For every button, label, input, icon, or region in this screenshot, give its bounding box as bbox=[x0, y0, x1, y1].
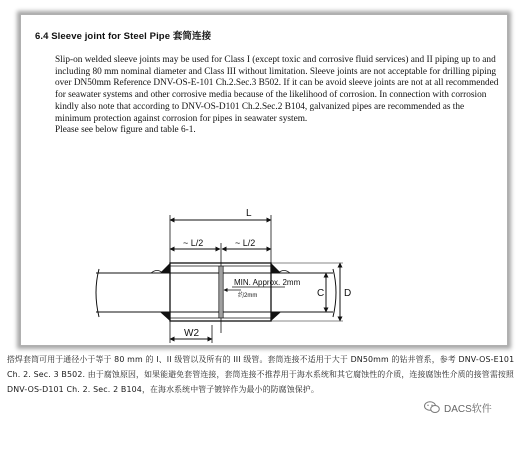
translation-paragraph: 搭焊套筒可用于通径小于等于 80 mm 的 I、II 级管以及所有的 III 级管。套筒连接不适用于大于 DN50mm 的钻井管系，参考 DNV-OS-E101 Ch. 2. Sec. 3 B502. 由于腐蚀原因，如果能避免套管连接，套筒连接不推荐用于海水系统和其它腐蚀性的介质，连接腐蚀性介质的接管需按照 DNV-OS-D101 Ch. 2. Sec. 2 B104，在海水系统中管子镀锌作为最小的防腐蚀保护。 bbox=[7, 355, 515, 395]
figure-note: Please see below figure and table 6-1. bbox=[55, 125, 196, 136]
sleeve-joint-figure bbox=[91, 165, 437, 345]
sleeve-joint-drawing bbox=[91, 165, 437, 345]
clearance-label: MIN. Approx. 2mm bbox=[234, 278, 301, 287]
center-mark-label: 约2mm bbox=[238, 293, 258, 299]
dim-l-label: L bbox=[246, 208, 252, 219]
section-heading: 6.4 Sleeve joint for Steel Pipe 套筒连接 bbox=[35, 31, 212, 42]
weld-bottom-right bbox=[271, 312, 281, 321]
dim-c-label: C bbox=[317, 288, 325, 299]
dim-w2-label: W2 bbox=[184, 328, 199, 339]
body-text bbox=[55, 55, 501, 137]
dim-half-left-label: ~ L/2 bbox=[183, 238, 204, 248]
chinese-translation bbox=[7, 352, 515, 398]
dim-half-right-label: ~ L/2 bbox=[235, 238, 256, 248]
watermark-label: DACS软件 bbox=[444, 404, 492, 415]
watermark bbox=[424, 400, 492, 415]
body-paragraph: Slip-on welded sleeve joints may be used for Class I (except toxic and corrosive fluid services) and II piping up to and including 80 mm nominal diameter and Class III without limitation. Sleeve joints are not acceptable for drilling piping over DN50mm Reference DNV-OS-E-101 Ch.2.Sec.3 B502. If it can be avoid sleeve joints are not at all recommended for seawater systems and other corrosive media because of the likelihood of corrosion. In connection with corrosion kindly also note that according to DNV-OS-D101 Ch.2.Sec.2 B104, galvanized pipes are recommended as the minimum protection against corrosion for pipes in seawater system. bbox=[55, 55, 499, 124]
document-frame bbox=[20, 14, 508, 346]
weld-bottom-left bbox=[160, 312, 170, 321]
dim-d-label: D bbox=[344, 288, 352, 299]
wechat-icon bbox=[424, 401, 440, 414]
